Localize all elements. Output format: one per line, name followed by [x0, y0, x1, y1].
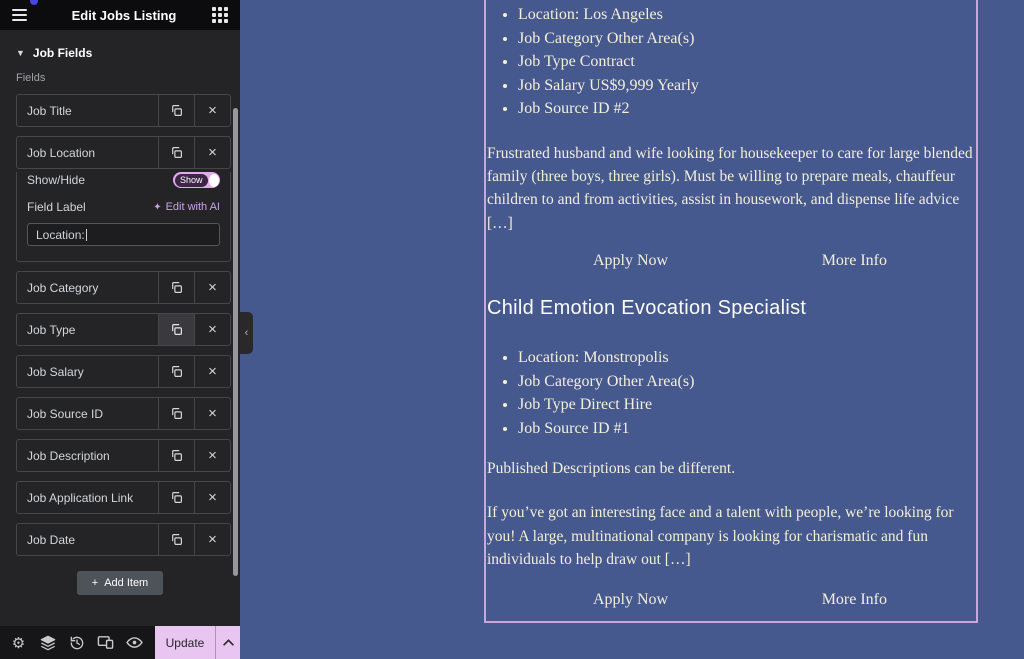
remove-icon[interactable]: × — [194, 314, 230, 345]
duplicate-icon[interactable] — [158, 356, 194, 387]
more-info-link[interactable]: More Info — [821, 252, 887, 270]
repeater-item-settings — [16, 172, 231, 262]
repeater-item-label: Job Date — [27, 532, 76, 547]
editor-sidebar — [0, 0, 240, 659]
panel-collapse-handle[interactable]: ‹ — [240, 312, 253, 354]
toggle-knob — [209, 174, 219, 187]
repeater-item-label: Job Title — [27, 103, 72, 118]
job2-links — [487, 591, 975, 609]
duplicate-icon[interactable] — [158, 482, 194, 513]
ai-sparkle-icon: ✦ — [153, 201, 162, 213]
remove-icon[interactable]: × — [194, 398, 230, 429]
remove-icon[interactable]: × — [194, 356, 230, 387]
history-icon[interactable] — [62, 626, 91, 659]
add-item-button[interactable] — [77, 571, 163, 595]
job1-details-list — [487, 3, 975, 121]
repeater-item-job-application-link[interactable] — [16, 481, 231, 514]
section-label: Job Fields — [32, 46, 93, 60]
jobs-listing-widget[interactable] — [484, 0, 978, 623]
list-item: • Job Category Other Area(s) — [518, 27, 975, 51]
duplicate-icon[interactable] — [158, 314, 194, 345]
duplicate-icon[interactable] — [158, 440, 194, 471]
list-item: • Job Category Other Area(s) — [518, 370, 975, 394]
repeater-item-label: Job Source ID — [27, 406, 104, 421]
editor-canvas[interactable] — [240, 0, 1024, 659]
repeater-item-job-salary[interactable] — [16, 355, 231, 388]
toggle-state-label: Show — [175, 174, 208, 187]
duplicate-icon[interactable] — [158, 95, 194, 126]
notification-dot — [30, 0, 38, 5]
job1-links — [487, 252, 975, 270]
edit-with-ai-button[interactable] — [153, 201, 220, 213]
repeater-item-label: Job Application Link — [27, 490, 134, 505]
show-hide-label: Show/Hide — [27, 173, 86, 187]
remove-icon[interactable]: × — [194, 524, 230, 555]
list-item: • Job Source ID #1 — [518, 417, 975, 441]
duplicate-icon[interactable] — [158, 398, 194, 429]
repeater-item-job-date[interactable] — [16, 523, 231, 556]
repeater-item-job-source-id[interactable] — [16, 397, 231, 430]
caret-down-icon: ▼ — [16, 48, 25, 58]
responsive-devices-icon[interactable] — [91, 626, 120, 659]
more-info-link[interactable]: More Info — [821, 591, 887, 609]
remove-icon[interactable]: × — [194, 95, 230, 126]
field-label-value: Location: — [36, 227, 85, 242]
duplicate-icon[interactable] — [158, 272, 194, 303]
list-item: • Job Salary US$9,999 Yearly — [518, 74, 975, 98]
list-item: • Location: Monstropolis — [518, 346, 975, 370]
update-options-chevron[interactable] — [215, 626, 240, 659]
repeater-item-job-description[interactable] — [16, 439, 231, 472]
remove-icon[interactable]: × — [194, 272, 230, 303]
repeater-item-label: Job Salary — [27, 364, 84, 379]
show-hide-toggle[interactable] — [173, 172, 220, 188]
list-item: • Job Source ID #2 — [518, 97, 975, 121]
panel-footer — [0, 626, 240, 659]
job2-note: Published Descriptions can be different. — [487, 460, 736, 478]
repeater-item-label: Job Type — [27, 322, 76, 337]
menu-button[interactable] — [12, 5, 36, 25]
edit-with-ai-label: Edit with AI — [165, 201, 220, 213]
widgets-grid-icon[interactable] — [212, 7, 228, 23]
repeater-item-job-location[interactable] — [16, 136, 231, 169]
remove-icon[interactable]: × — [194, 137, 230, 168]
text-cursor — [86, 229, 87, 241]
sidebar-titlebar — [0, 0, 240, 30]
fields-label: Fields — [16, 72, 46, 84]
panel-scrollbar[interactable] — [233, 108, 238, 576]
settings-gear-icon[interactable]: ⚙ — [11, 634, 26, 652]
list-item: • Location: Los Angeles — [518, 3, 975, 27]
apply-now-link[interactable]: Apply Now — [593, 252, 669, 270]
hamburger-icon — [12, 9, 27, 21]
panel-title: Edit Jobs Listing — [71, 7, 177, 23]
repeater-item-job-category[interactable] — [16, 271, 231, 304]
plus-icon: + — [91, 577, 99, 589]
apply-now-link[interactable]: Apply Now — [593, 591, 669, 609]
add-item-label: Add Item — [104, 577, 149, 589]
duplicate-icon[interactable] — [158, 524, 194, 555]
job2-details-list — [487, 346, 975, 440]
list-item: • Job Type Contract — [518, 50, 975, 74]
field-label-input[interactable] — [27, 223, 220, 246]
field-label-label: Field Label — [27, 200, 86, 214]
remove-icon[interactable]: × — [194, 482, 230, 513]
navigator-layers-icon[interactable] — [33, 626, 62, 659]
job1-description: Frustrated husband and wife looking for housekeeper to care for large blended family (three boys, three girls). Must be willing to prepare meals, chauffeur children to and from activities, assist in housework, and dispense life advice […] — [487, 144, 973, 232]
job2-description: If you’ve got an interesting face and a talent with people, we’re looking for you! A large, multinational company is looking for charismatic and fun individuals to help draw out […] — [487, 504, 954, 568]
update-button-group — [155, 626, 240, 659]
section-job-fields[interactable] — [0, 30, 240, 68]
repeater-item-label: Job Location — [27, 145, 96, 160]
repeater-list — [16, 94, 231, 556]
preview-eye-icon[interactable] — [120, 626, 149, 659]
duplicate-icon[interactable] — [158, 137, 194, 168]
update-button[interactable]: Update — [165, 635, 205, 650]
job2-title: Child Emotion Evocation Specialist — [487, 297, 807, 320]
repeater-item-label: Job Description — [27, 448, 110, 463]
repeater-item-job-title[interactable] — [16, 94, 231, 127]
repeater-item-label: Job Category — [27, 280, 99, 295]
list-item: • Job Type Direct Hire — [518, 393, 975, 417]
repeater-item-job-type[interactable] — [16, 313, 231, 346]
remove-icon[interactable]: × — [194, 440, 230, 471]
panel-body — [0, 30, 240, 626]
